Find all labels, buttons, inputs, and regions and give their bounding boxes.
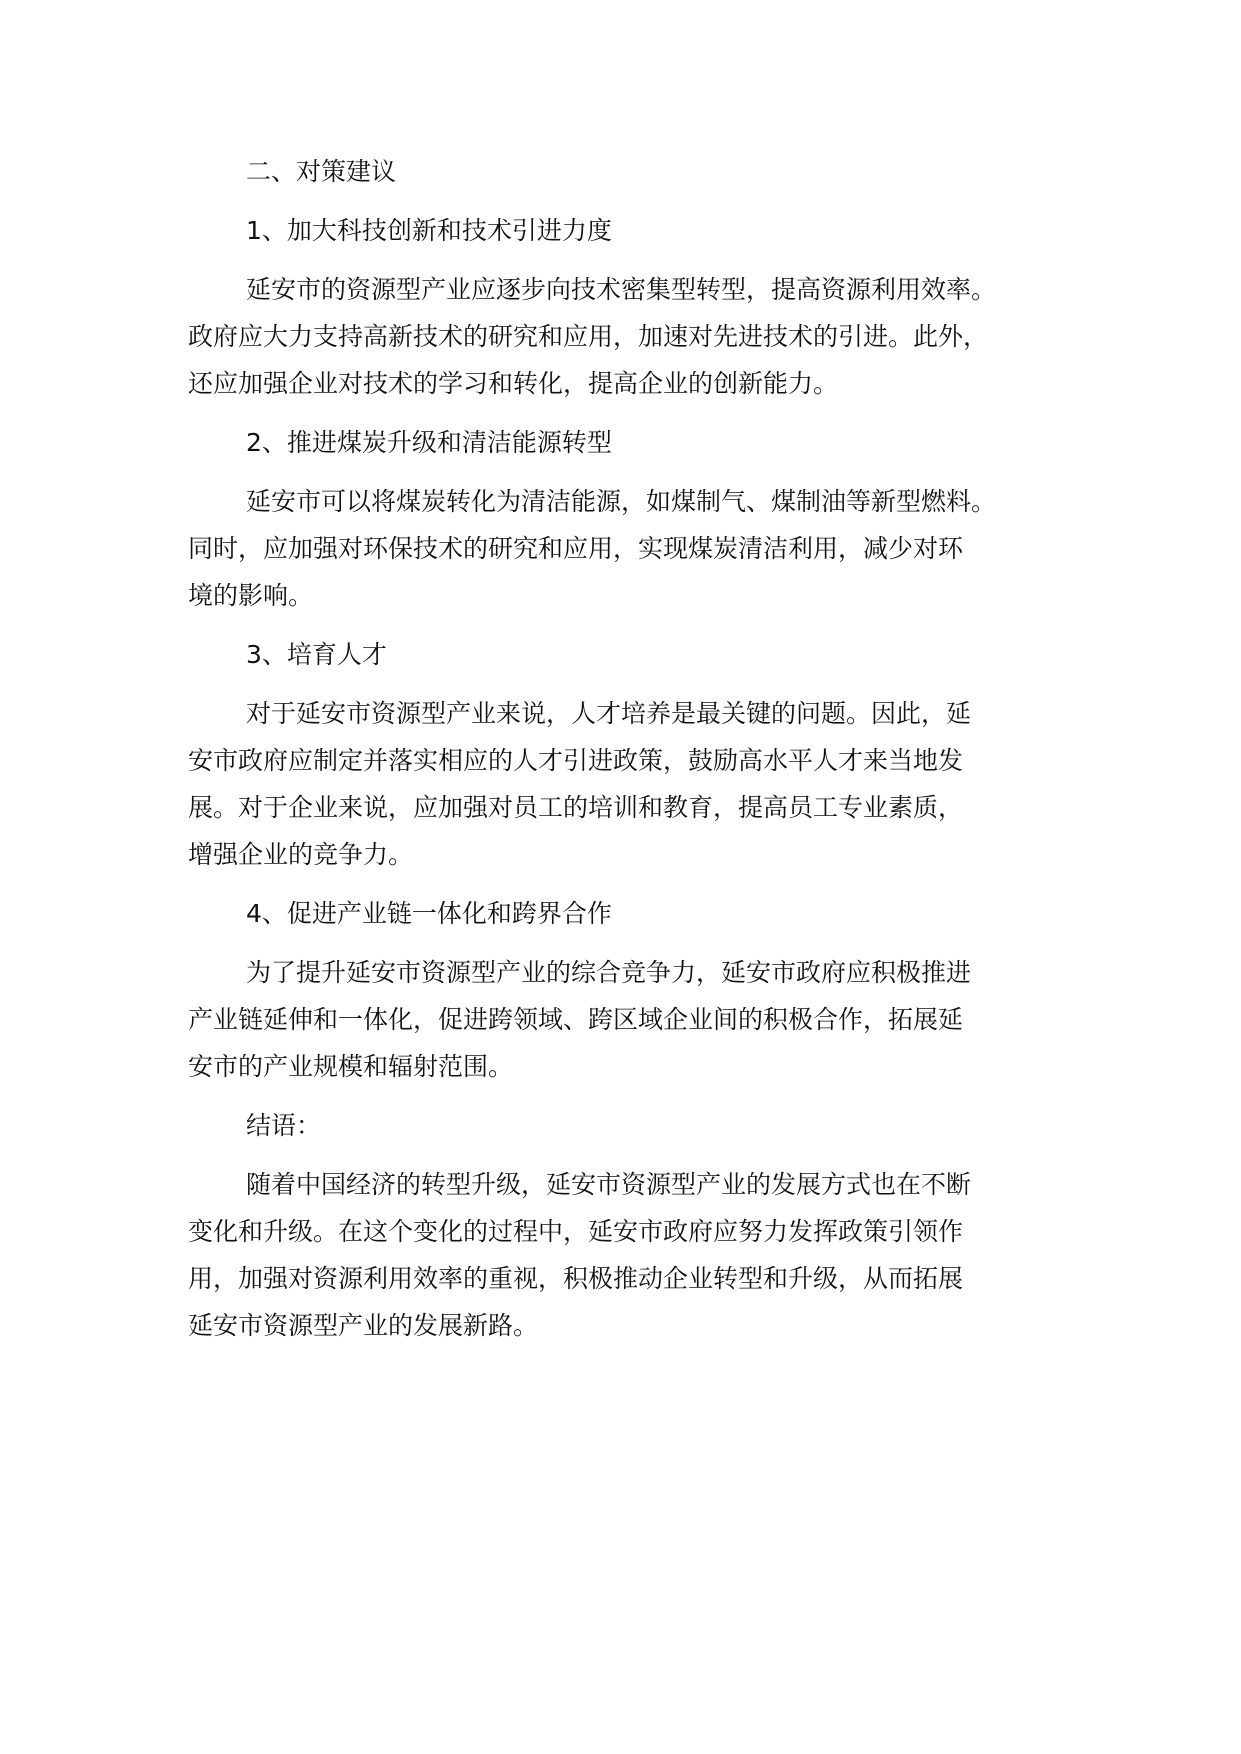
paragraph-line: 境的影响。 [188, 581, 314, 610]
paragraph-line: 增强企业的竞争力。 [188, 840, 414, 869]
paragraph-line: 政府应大力支持高新技术的研究和应用，加速对先进技术的引进。此外， [188, 322, 989, 351]
conclusion-paragraph [188, 1161, 1088, 1349]
paragraph-line: 安市政府应制定并落实相应的人才引进政策，鼓励高水平人才来当地发 [188, 746, 964, 775]
subheading-2: 2、推进煤炭升级和清洁能源转型 [246, 428, 612, 457]
paragraph-line: 用，加强对资源利用效率的重视，积极推动企业转型和升级，从而拓展 [188, 1264, 964, 1293]
paragraph-line: 随着中国经济的转型升级，延安市资源型产业的发展方式也在不断 [246, 1170, 972, 1199]
paragraph-line: 安市的产业规模和辐射范围。 [188, 1052, 514, 1081]
paragraph-4 [188, 949, 1088, 1090]
paragraph-1 [188, 266, 1088, 407]
paragraph-3 [188, 690, 1088, 878]
paragraph-line: 还应加强企业对技术的学习和转化，提高企业的创新能力。 [188, 369, 839, 398]
paragraph-line: 延安市资源型产业的发展新路。 [188, 1311, 539, 1340]
paragraph-line: 对于延安市资源型产业来说，人才培养是最关键的问题。因此，延 [246, 699, 972, 728]
paragraph-line: 为了提升延安市资源型产业的综合竞争力，延安市政府应积极推进 [246, 958, 972, 987]
paragraph-line: 展。对于企业来说，应加强对员工的培训和教育，提高员工专业素质， [188, 793, 964, 822]
paragraph-line: 延安市的资源型产业应逐步向技术密集型转型，提高资源利用效率。 [246, 275, 997, 304]
paragraph-line: 同时，应加强对环保技术的研究和应用，实现煤炭清洁利用，减少对环 [188, 534, 964, 563]
paragraph-line: 变化和升级。在这个变化的过程中，延安市政府应努力发挥政策引领作 [188, 1217, 964, 1246]
section-heading: 二、对策建议 [246, 157, 397, 186]
document-body [188, 148, 1088, 1361]
paragraph-line: 产业链延伸和一体化，促进跨领域、跨区域企业间的积极合作，拓展延 [188, 1005, 964, 1034]
paragraph-2 [188, 478, 1088, 619]
subheading-4: 4、促进产业链一体化和跨界合作 [246, 899, 612, 928]
conclusion-heading: 结语： [246, 1111, 322, 1140]
subheading-3: 3、培育人才 [246, 640, 387, 669]
paragraph-line: 延安市可以将煤炭转化为清洁能源，如煤制气、煤制油等新型燃料。 [246, 487, 997, 516]
subheading-1: 1、加大科技创新和技术引进力度 [246, 216, 612, 245]
